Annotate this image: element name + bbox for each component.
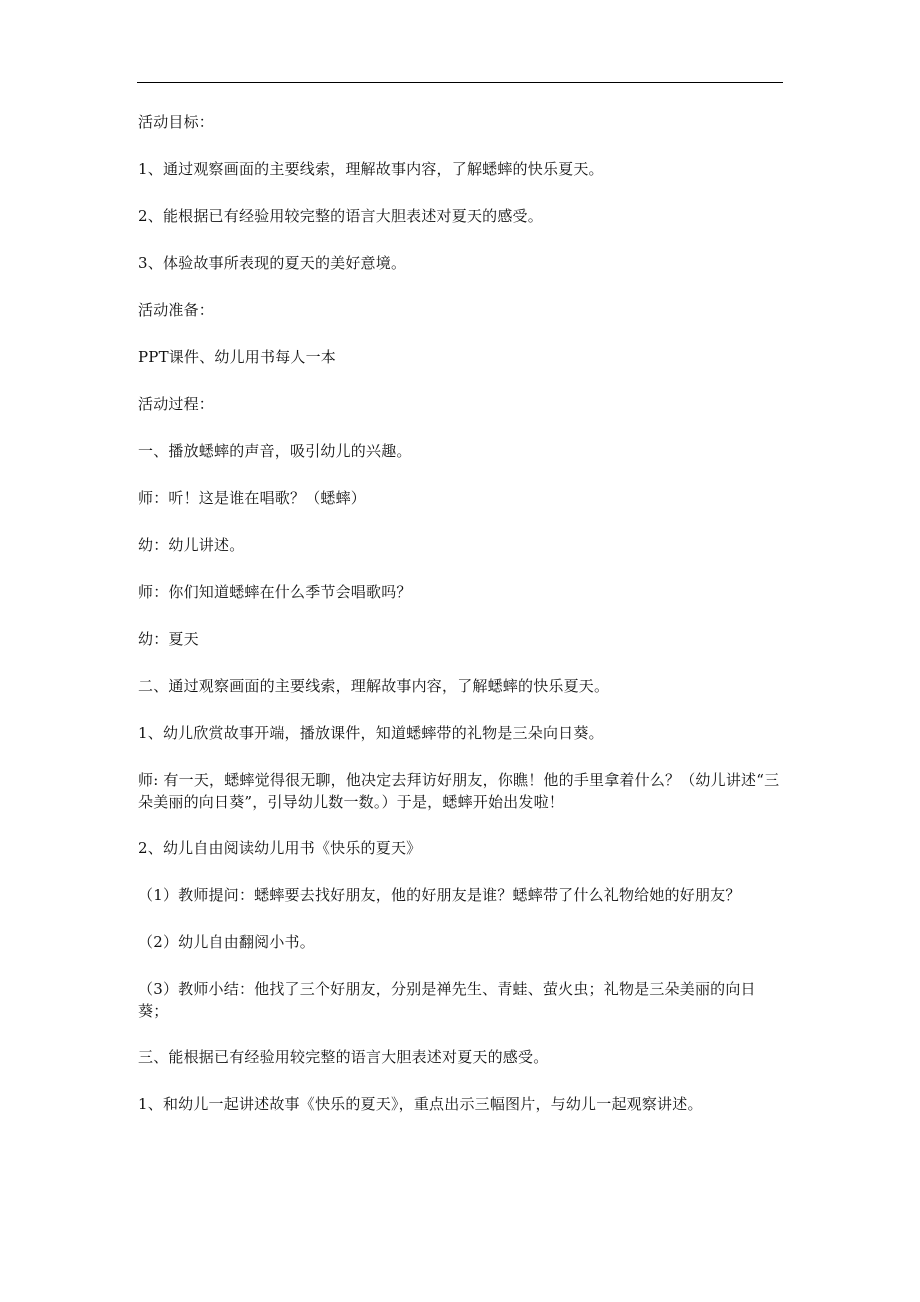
dialogue-line: 师：听！这是谁在唱歌？（蟋蟀） [138, 489, 367, 507]
dialogue-line: 幼：夏天 [138, 630, 199, 648]
header-rule [137, 82, 783, 83]
process-step-2: 二、通过观察画面的主要线索，理解故事内容，了解蟋蟀的快乐夏天。 [138, 677, 610, 695]
process-step-1: 一、播放蟋蟀的声音，吸引幼儿的兴趣。 [138, 442, 412, 460]
heading-activity-preparation: 活动准备： [138, 301, 215, 319]
preparation-text: PPT课件、幼儿用书每人一本 [138, 348, 336, 366]
teacher-summary: （3）教师小结：他找了三个好朋友，分别是禅先生、青蛙、萤火虫；礼物是三朵美丽的向日葵； [138, 980, 756, 1020]
dialogue-line: 幼：幼儿讲述。 [138, 536, 245, 554]
goal-item-1: 1、通过观察画面的主要线索，理解故事内容，了解蟋蟀的快乐夏天。 [138, 160, 604, 178]
heading-activity-goals: 活动目标： [138, 113, 215, 131]
teacher-question: （1）教师提问：蟋蟀要去找好朋友，他的好朋友是谁？蟋蟀带了什么礼物给她的好朋友？ [138, 886, 741, 904]
goal-item-3: 3、体验故事所表现的夏天的美好意境。 [138, 254, 407, 272]
document-body [138, 111, 784, 1140]
teacher-narration: 师: 有一天，蟋蟀觉得很无聊，他决定去拜访好朋友，你瞧！他的手里拿着什么？（幼儿讲述“三朵美丽的向日葵”，引导幼儿数一数。）于是，蟋蟀开始出发啦！ [138, 771, 780, 811]
process-substep: 2、幼儿自由阅读幼儿用书《快乐的夏天》 [138, 839, 422, 857]
goal-item-2: 2、能根据已有经验用较完整的语言大胆表述对夏天的感受。 [138, 207, 543, 225]
dialogue-line: 师：你们知道蟋蟀在什么季节会唱歌吗？ [138, 583, 412, 601]
process-substep: 1、和幼儿一起讲述故事《快乐的夏天》，重点出示三幅图片，与幼儿一起观察讲述。 [138, 1095, 703, 1113]
process-substep: （2）幼儿自由翻阅小书。 [138, 933, 315, 951]
process-substep: 1、幼儿欣赏故事开端，播放课件，知道蟋蟀带的礼物是三朵向日葵。 [138, 724, 604, 742]
heading-activity-process: 活动过程： [138, 395, 215, 413]
process-step-3: 三、能根据已有经验用较完整的语言大胆表述对夏天的感受。 [138, 1048, 549, 1066]
